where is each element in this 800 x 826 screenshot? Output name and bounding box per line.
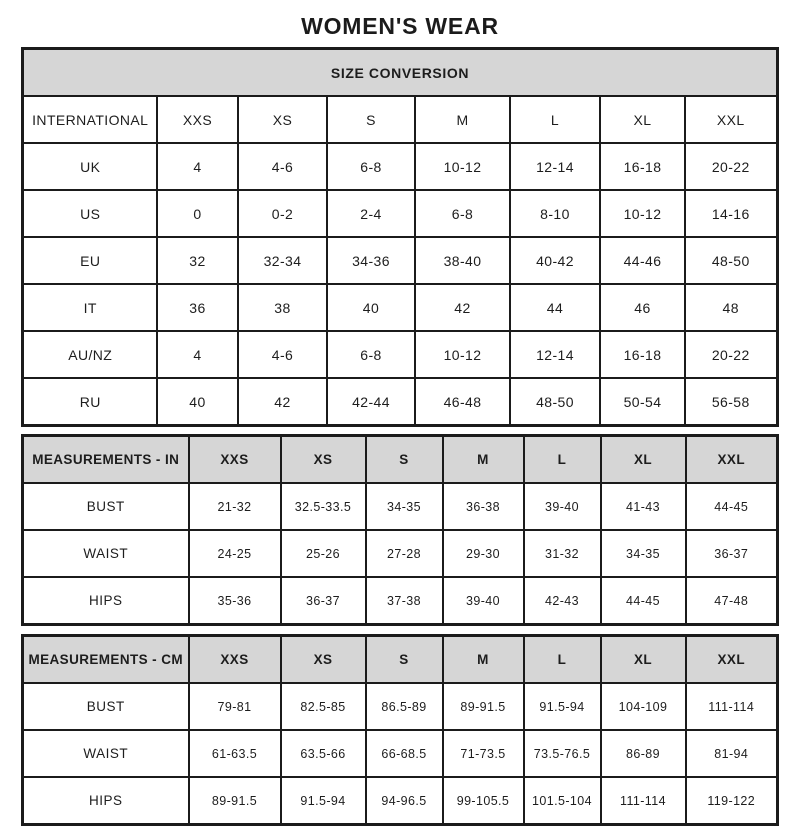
measurements-in-title: MEASUREMENTS - IN xyxy=(23,436,189,484)
table-row-hips-in xyxy=(23,577,778,625)
measurement-cell: 21-32 xyxy=(189,483,281,530)
table-row-it xyxy=(23,284,777,331)
measurement-cell: 101.5-104 xyxy=(524,777,601,825)
size-cell: 56-58 xyxy=(685,378,777,426)
measurement-cell: 111-114 xyxy=(686,683,778,730)
size-cell: 32-34 xyxy=(238,237,327,284)
measurement-cell: 82.5-85 xyxy=(281,683,366,730)
size-cell: 40 xyxy=(157,378,238,426)
column-header-l: L xyxy=(510,96,600,143)
row-label-waist: WAIST xyxy=(23,530,189,577)
size-cell: 50-54 xyxy=(600,378,685,426)
size-cell: 40-42 xyxy=(510,237,600,284)
column-header-xl: XL xyxy=(601,436,686,484)
measurements-in-header-row xyxy=(23,436,778,484)
size-cell: 40 xyxy=(327,284,415,331)
measurements-cm-table xyxy=(21,634,779,826)
measurement-cell: 81-94 xyxy=(686,730,778,777)
measurement-cell: 91.5-94 xyxy=(524,683,601,730)
row-label-eu: EU xyxy=(23,237,157,284)
size-cell: 20-22 xyxy=(685,143,777,190)
table-row-bust-in xyxy=(23,483,778,530)
column-header-xs: XS xyxy=(281,436,366,484)
size-cell: 4-6 xyxy=(238,143,327,190)
measurement-cell: 34-35 xyxy=(366,483,443,530)
table-row-us xyxy=(23,190,777,237)
column-header-m: M xyxy=(415,96,510,143)
column-header-m: M xyxy=(443,636,524,684)
column-header-l: L xyxy=(524,436,601,484)
measurement-cell: 47-48 xyxy=(686,577,778,625)
row-label-aunz: AU/NZ xyxy=(23,331,157,378)
measurement-cell: 36-37 xyxy=(281,577,366,625)
column-header-xxs: XXS xyxy=(189,636,281,684)
table-row-aunz xyxy=(23,331,777,378)
size-cell: 10-12 xyxy=(415,143,510,190)
row-label-uk: UK xyxy=(23,143,157,190)
size-cell: 8-10 xyxy=(510,190,600,237)
measurement-cell: 27-28 xyxy=(366,530,443,577)
size-cell: 14-16 xyxy=(685,190,777,237)
measurement-cell: 41-43 xyxy=(601,483,686,530)
page-title: WOMEN'S WEAR xyxy=(301,13,499,39)
size-cell: 10-12 xyxy=(415,331,510,378)
measurement-cell: 119-122 xyxy=(686,777,778,825)
size-cell: 0 xyxy=(157,190,238,237)
size-cell: 48 xyxy=(685,284,777,331)
column-header-s: S xyxy=(327,96,415,143)
measurement-cell: 61-63.5 xyxy=(189,730,281,777)
table-row-bust-cm xyxy=(23,683,778,730)
measurement-cell: 91.5-94 xyxy=(281,777,366,825)
column-header-l: L xyxy=(524,636,601,684)
measurement-cell: 86.5-89 xyxy=(366,683,443,730)
size-cell: 48-50 xyxy=(510,378,600,426)
size-cell: 16-18 xyxy=(600,143,685,190)
size-cell: 44 xyxy=(510,284,600,331)
measurement-cell: 79-81 xyxy=(189,683,281,730)
row-label-it: IT xyxy=(23,284,157,331)
size-cell: 2-4 xyxy=(327,190,415,237)
size-cell: 0-2 xyxy=(238,190,327,237)
row-label-bust: BUST xyxy=(23,483,189,530)
row-label-us: US xyxy=(23,190,157,237)
column-header-xxl: XXL xyxy=(686,436,778,484)
table-row-waist-in xyxy=(23,530,778,577)
measurement-cell: 44-45 xyxy=(686,483,778,530)
size-cell: 42 xyxy=(415,284,510,331)
measurement-cell: 104-109 xyxy=(601,683,686,730)
row-label-bust: BUST xyxy=(23,683,189,730)
column-header-xxs: XXS xyxy=(189,436,281,484)
size-cell: 48-50 xyxy=(685,237,777,284)
table-row-hips-cm xyxy=(23,777,778,825)
row-label-hips: HIPS xyxy=(23,777,189,825)
measurement-cell: 71-73.5 xyxy=(443,730,524,777)
size-cell: 6-8 xyxy=(415,190,510,237)
measurement-cell: 86-89 xyxy=(601,730,686,777)
column-header-s: S xyxy=(366,636,443,684)
size-cell: 12-14 xyxy=(510,331,600,378)
measurement-cell: 36-38 xyxy=(443,483,524,530)
size-cell: 4 xyxy=(157,143,238,190)
size-cell: 32 xyxy=(157,237,238,284)
column-header-xs: XS xyxy=(281,636,366,684)
measurement-cell: 39-40 xyxy=(524,483,601,530)
measurement-cell: 99-105.5 xyxy=(443,777,524,825)
size-cell: 38 xyxy=(238,284,327,331)
measurement-cell: 35-36 xyxy=(189,577,281,625)
size-conversion-title-row xyxy=(23,49,777,97)
measurements-in-table xyxy=(21,434,779,626)
measurement-cell: 32.5-33.5 xyxy=(281,483,366,530)
measurement-cell: 73.5-76.5 xyxy=(524,730,601,777)
measurement-cell: 25-26 xyxy=(281,530,366,577)
size-cell: 6-8 xyxy=(327,143,415,190)
column-header-xxl: XXL xyxy=(686,636,778,684)
size-cell: 4 xyxy=(157,331,238,378)
size-cell: 46 xyxy=(600,284,685,331)
measurement-cell: 42-43 xyxy=(524,577,601,625)
size-cell: 42 xyxy=(238,378,327,426)
measurement-cell: 31-32 xyxy=(524,530,601,577)
measurement-cell: 89-91.5 xyxy=(189,777,281,825)
measurement-cell: 36-37 xyxy=(686,530,778,577)
table-row-ru xyxy=(23,378,777,426)
size-cell: 10-12 xyxy=(600,190,685,237)
size-cell: 42-44 xyxy=(327,378,415,426)
size-conversion-header-row xyxy=(23,96,777,143)
measurement-cell: 89-91.5 xyxy=(443,683,524,730)
table-row-waist-cm xyxy=(23,730,778,777)
column-header-s: S xyxy=(366,436,443,484)
size-cell: 12-14 xyxy=(510,143,600,190)
size-cell: 46-48 xyxy=(415,378,510,426)
row-label-waist: WAIST xyxy=(23,730,189,777)
measurement-cell: 24-25 xyxy=(189,530,281,577)
size-cell: 20-22 xyxy=(685,331,777,378)
column-header-international: INTERNATIONAL xyxy=(23,96,157,143)
measurement-cell: 94-96.5 xyxy=(366,777,443,825)
measurement-cell: 111-114 xyxy=(601,777,686,825)
size-cell: 16-18 xyxy=(600,331,685,378)
measurement-cell: 34-35 xyxy=(601,530,686,577)
size-conversion-title: SIZE CONVERSION xyxy=(23,49,777,97)
measurement-cell: 66-68.5 xyxy=(366,730,443,777)
size-cell: 38-40 xyxy=(415,237,510,284)
table-row-uk xyxy=(23,143,777,190)
measurement-cell: 29-30 xyxy=(443,530,524,577)
size-cell: 44-46 xyxy=(600,237,685,284)
size-conversion-table xyxy=(21,47,778,427)
measurement-cell: 37-38 xyxy=(366,577,443,625)
measurements-cm-title: MEASUREMENTS - CM xyxy=(23,636,189,684)
column-header-xxl: XXL xyxy=(685,96,777,143)
size-cell: 6-8 xyxy=(327,331,415,378)
measurement-cell: 44-45 xyxy=(601,577,686,625)
column-header-m: M xyxy=(443,436,524,484)
column-header-xl: XL xyxy=(601,636,686,684)
column-header-xs: XS xyxy=(238,96,327,143)
size-cell: 36 xyxy=(157,284,238,331)
table-row-eu xyxy=(23,237,777,284)
column-header-xxs: XXS xyxy=(157,96,238,143)
column-header-xl: XL xyxy=(600,96,685,143)
measurement-cell: 39-40 xyxy=(443,577,524,625)
size-cell: 4-6 xyxy=(238,331,327,378)
size-cell: 34-36 xyxy=(327,237,415,284)
row-label-ru: RU xyxy=(23,378,157,426)
measurements-cm-header-row xyxy=(23,636,778,684)
row-label-hips: HIPS xyxy=(23,577,189,625)
measurement-cell: 63.5-66 xyxy=(281,730,366,777)
